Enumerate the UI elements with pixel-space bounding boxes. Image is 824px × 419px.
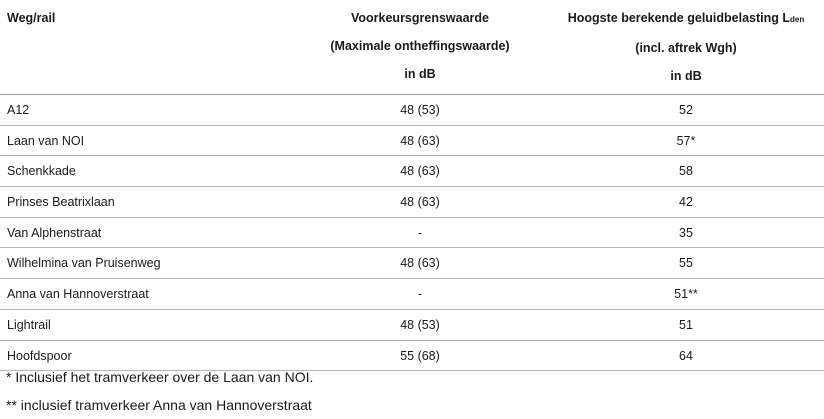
noise-value: 42 bbox=[679, 195, 693, 210]
road-name: Anna van Hannoverstraat bbox=[7, 287, 149, 302]
road-name: Lightrail bbox=[7, 317, 51, 332]
table-row bbox=[0, 279, 824, 310]
limit-value: 48 (63) bbox=[400, 256, 440, 271]
table-row bbox=[0, 310, 824, 341]
limit-value: 55 (68) bbox=[400, 348, 440, 363]
road-name: Hoofdspoor bbox=[7, 348, 72, 363]
table-row bbox=[0, 218, 824, 249]
footnote-1: * Inclusief het tramverkeer over de Laan van NOI. bbox=[6, 369, 314, 385]
noise-value: 58 bbox=[679, 164, 693, 179]
road-name: A12 bbox=[7, 103, 30, 117]
table-row bbox=[0, 341, 824, 372]
limit-value: - bbox=[417, 225, 423, 240]
limit-value: 48 (63) bbox=[400, 164, 440, 179]
table-body bbox=[0, 95, 824, 371]
limit-value: 48 (63) bbox=[400, 133, 440, 148]
limit-value: 48 (63) bbox=[400, 195, 440, 210]
noise-value: 51 bbox=[679, 317, 693, 332]
table-row bbox=[0, 156, 824, 187]
noise-value: 55 bbox=[679, 256, 693, 271]
footnote-2: ** inclusief tramverkeer Anna van Hannoverstraat bbox=[6, 397, 312, 413]
noise-value: 35 bbox=[679, 225, 693, 240]
table-header bbox=[0, 0, 824, 95]
header-highest-noise: Hoogste berekende geluidbelasting Lden (incl. aftrek Wgh) in dB bbox=[567, 11, 805, 83]
road-name: Laan van NOI bbox=[7, 133, 85, 148]
limit-value: - bbox=[417, 287, 423, 302]
road-name: Van Alphenstraat bbox=[7, 225, 102, 240]
limit-value: 48 (53) bbox=[400, 317, 440, 332]
table-row bbox=[0, 95, 824, 126]
road-name: Prinses Beatrixlaan bbox=[7, 195, 115, 210]
table-row bbox=[0, 126, 824, 157]
table-row bbox=[0, 187, 824, 218]
noise-value: 57* bbox=[676, 133, 696, 148]
road-name: Wilhelmina van Pruisenweg bbox=[7, 256, 161, 271]
header-preferred-limit: Voorkeursgrenswaarde (Maximale ontheffingswaarde) in dB bbox=[330, 11, 510, 81]
noise-value: 64 bbox=[679, 348, 693, 363]
noise-value: 51** bbox=[674, 287, 698, 302]
table-row bbox=[0, 248, 824, 279]
road-name: Schenkkade bbox=[7, 164, 76, 179]
noise-value: 52 bbox=[679, 103, 693, 117]
limit-value: 48 (53) bbox=[400, 103, 440, 117]
header-road-rail: Weg/rail bbox=[7, 11, 56, 25]
